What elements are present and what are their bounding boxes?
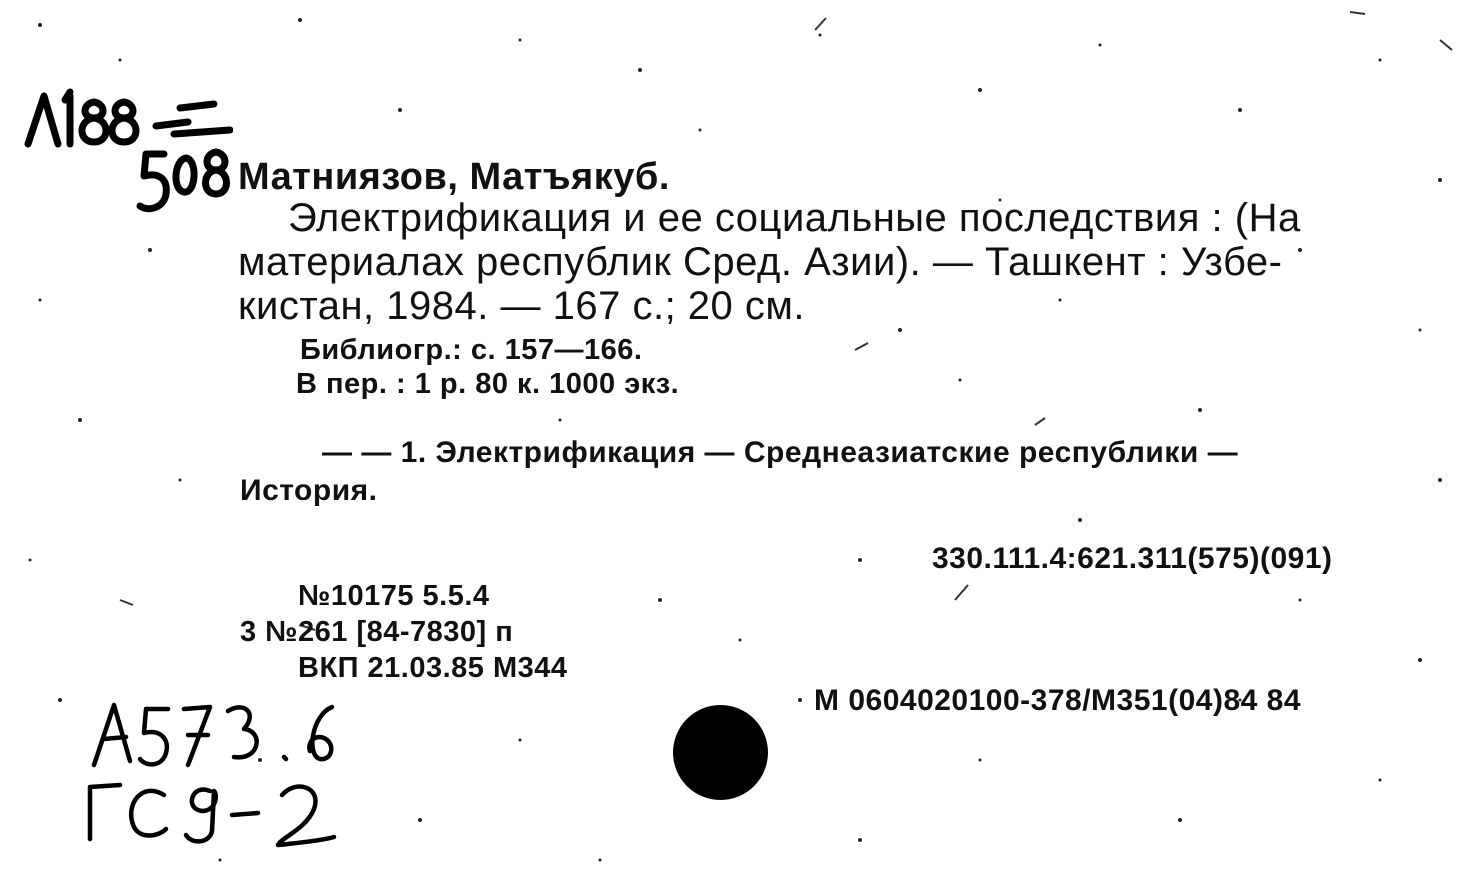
price-note: В пер. : 1 р. 80 к. 1000 экз. [296,368,680,400]
title-line-3: кистан, 1984. — 167 с.; 20 см. [238,284,806,328]
author-heading: Матниязов, Матъякуб. [238,156,670,198]
subject-heading-line-1: — — 1. Электрификация — Среднеазиатские республики — [322,436,1239,469]
handwritten-inventory-a573 [88,695,348,775]
publisher-code: М 0604020100-378/М351(04)84 84 [814,684,1302,717]
handwritten-inventory-gs9 [82,765,342,855]
filing-hole [673,705,768,800]
udc-code: 330.111.4:621.311(575)(091) [932,542,1333,575]
subject-heading-line-2: История. [240,474,378,507]
handwritten-shelf-mark [18,78,233,228]
bibliography-note: Библиогр.: с. 157—166. [300,334,643,366]
order-number: 3 №261 [84-7830] п [240,616,514,648]
title-line-2: материалах республик Сред. Азии). — Ташкент : Узбе- [238,240,1283,284]
title-line-1: Электрификация и ее социальные последствия : (На [288,196,1301,240]
catalog-number: №10175 5.5.4 [298,580,490,612]
vkp-registration: ВКП 21.03.85 М344 [298,652,568,684]
